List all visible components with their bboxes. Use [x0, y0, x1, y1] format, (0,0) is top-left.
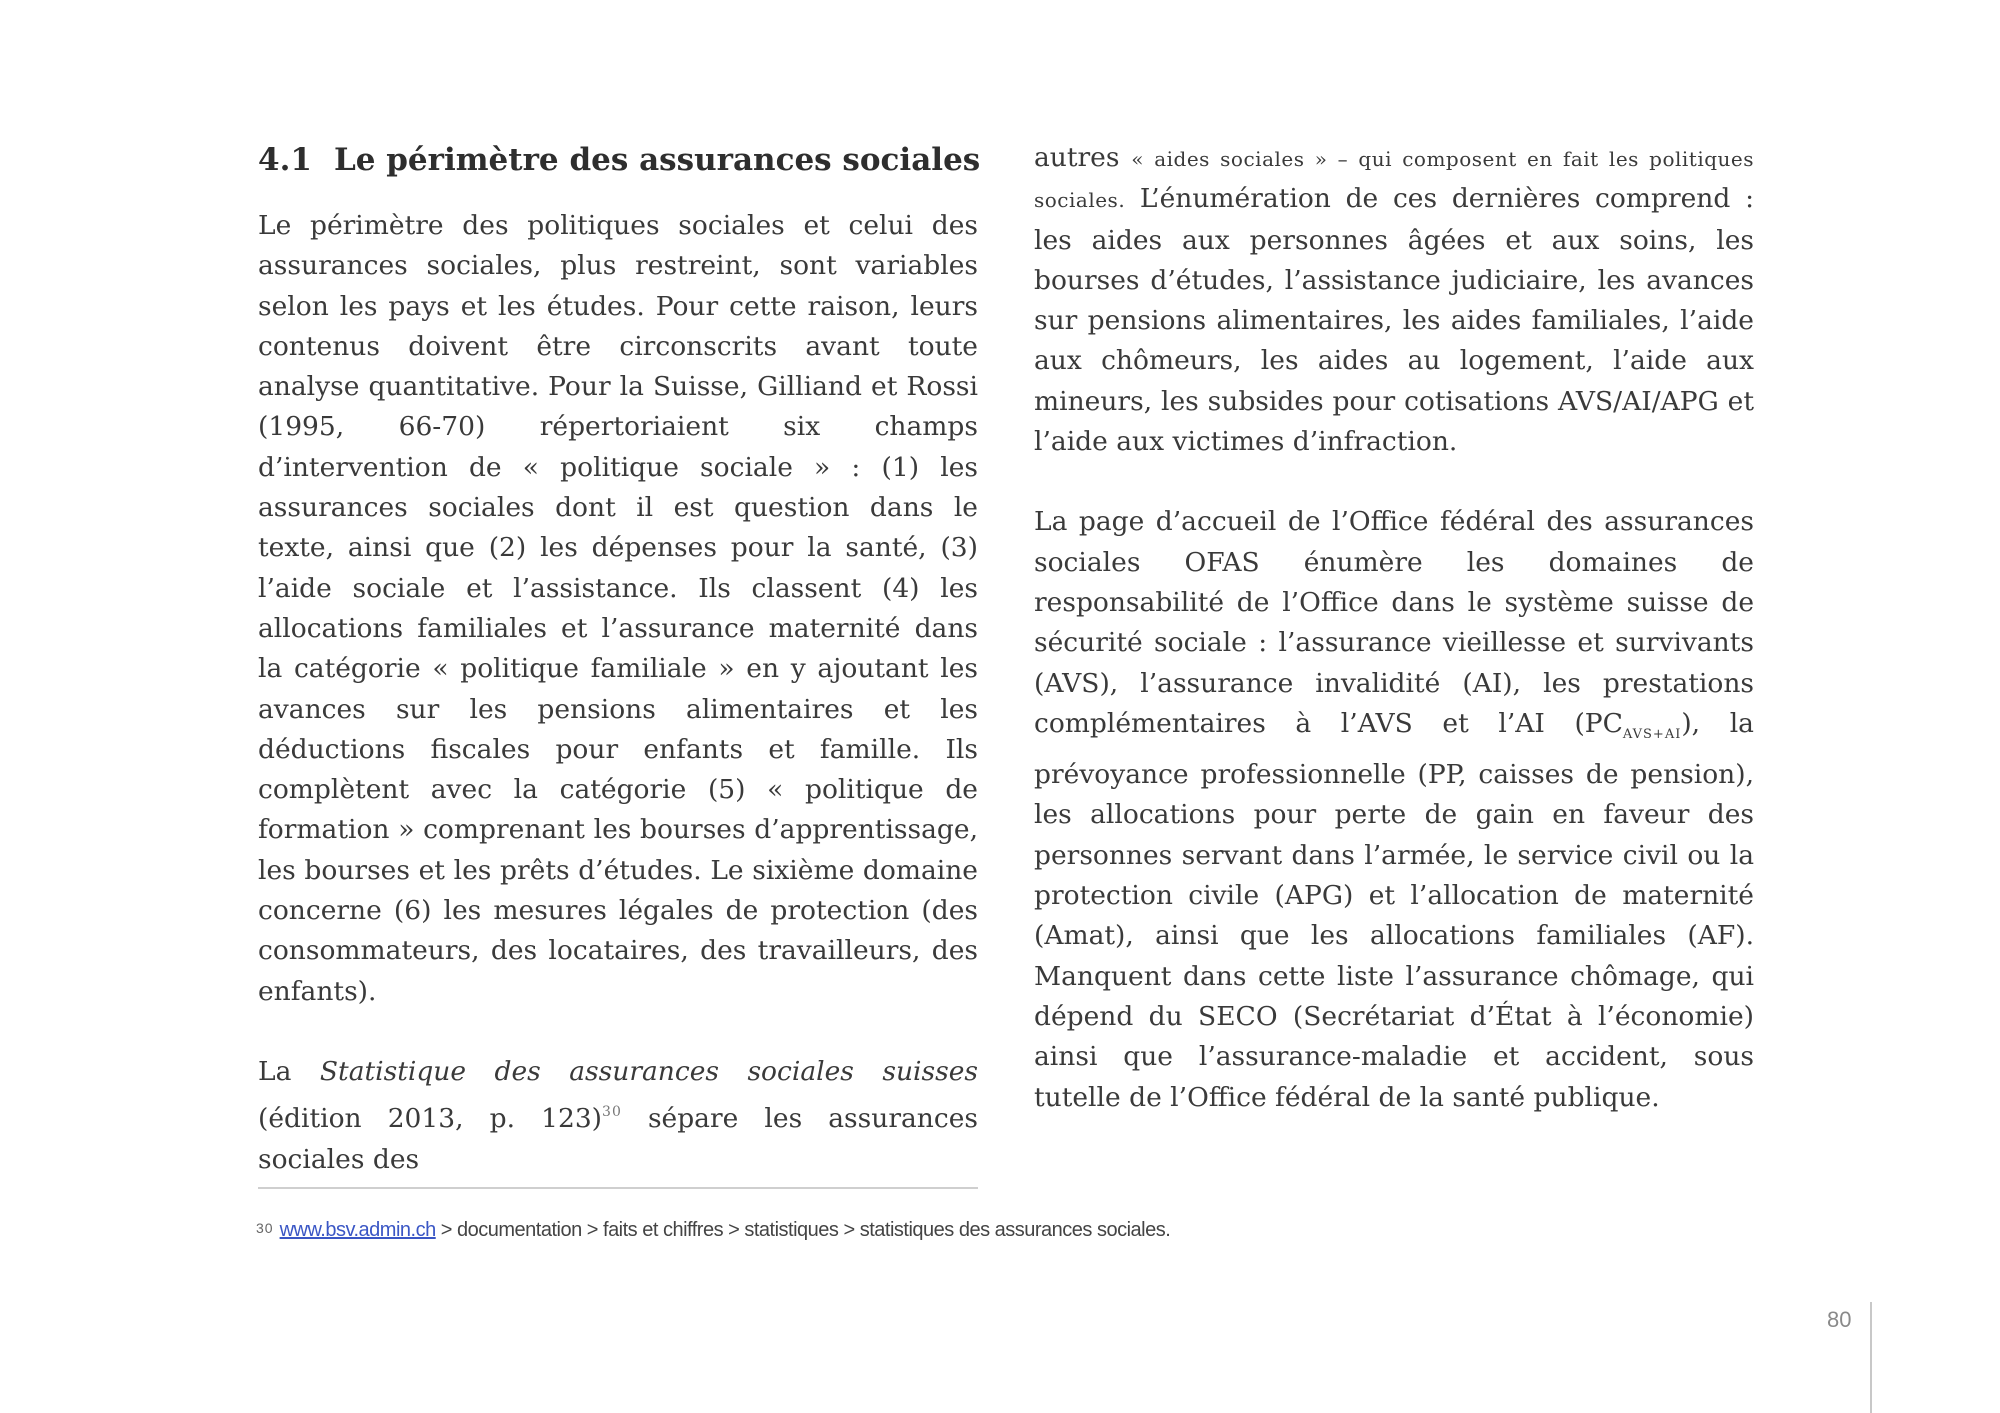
section-number: 4.1 [258, 142, 312, 178]
section-title: Le périmètre des assurances sociales [333, 142, 981, 178]
footnote-reference[interactable]: 30 [602, 1104, 622, 1121]
paragraph-ofas [1034, 502, 1754, 1117]
paragraph-statistique-middle: (édition 2013, p. 123) [258, 1103, 603, 1135]
footnote [256, 1219, 1170, 1242]
paragraph-statistique [258, 1052, 978, 1180]
footnote-divider [258, 1187, 978, 1189]
paragraph-ofas-rest: ), la prévoyance professionnelle (PP, caisses de pension), les allocations pour perte de gain en faveur des personnes servant dans l’armée, le service civil ou la protection civile (APG) et l’allocation de maternité (Amat), ainsi que les allocations familiales (AF). Manquent dans cette liste l’assurance chômage, qui dépend du SECO (Secrétariat d’État à l’économie) ainsi que l’assurance-maladie et accident, sous tutelle de l’Office fédéral de la santé publique. [1034, 707, 1754, 1113]
section-heading [258, 138, 981, 182]
paragraph-aides-start: autres [1034, 142, 1132, 173]
paragraph-perimetre: Le périmètre des politiques sociales et celui des assurances sociales, plus restreint, sont variables selon les pays et les études. Pour cette raison, leurs contenus doivent être circonscrits avant toute analyse quantitative. Pour la Suisse, Gilliand et Rossi (1995, 66-70) répertoriaient six champs d’intervention de « politique sociale » : (1) les assurances sociales dont il est question dans le texte, ainsi que (2) les dépenses pour la santé, (3) l’aide sociale et l’assistance. Ils classent (4) les allocations familiales et l’assurance maternité dans la catégorie « politique familiale » en y ajoutant les avances sur les pensions alimentaires et les déductions fiscales pour enfants et famille. Ils complètent avec la catégorie (5) « politique de formation » comprenant les bourses d’apprentissage, les bourses et les prêts d’études. Le sixième domaine concerne (6) les mesures légales de protection (des consommateurs, des locataires, des travailleurs, des enfants). [258, 210, 978, 1007]
publication-title: Statistique des assurances sociales suisses [319, 1055, 978, 1087]
left-column [258, 138, 981, 1180]
paragraph-aides-sociales [1034, 138, 1754, 462]
page-number: 80 [1827, 1307, 1852, 1332]
right-column [1034, 138, 1754, 1118]
paragraph-aides-quote: « aides sociales » – qui composent en fait les politiques sociales. [1034, 147, 1754, 213]
page-edge-rule [1870, 1302, 1872, 1413]
subscript-avs-ai: AVS+AI [1622, 726, 1682, 742]
footnote-number: 30 [256, 1220, 274, 1236]
paragraph-aides-rest: L’énumération de ces dernières comprend : les aides aux personnes âgées et aux soins, les bourses d’études, l’assistance judiciaire, les avances sur pensions alimentaires, les aides familiales, l’aide aux chômeurs, les aides au logement, l’aide aux mineurs, les subsides pour cotisations AVS/AI/APG et l’aide aux victimes d’infraction. [1034, 183, 1754, 458]
footnote-link[interactable]: www.bsv.admin.ch [279, 1219, 436, 1241]
paragraph-ofas-start: La page d’accueil de l’Office fédéral des assurances sociales OFAS énumère les domaines de responsabilité de l’Office dans le système suisse de sécurité sociale : l’assurance vieillesse et survivants (AVS), l’assurance invalidité (AI), les prestations complémentaires à l’AVS et l’AI (PC [1034, 506, 1754, 739]
paragraph-statistique-suffix: sépare les assurances sociales des [258, 1103, 978, 1175]
footnote-text: > documentation > faits et chiffres > statistiques > statistiques des assurances sociales. [435, 1219, 1171, 1241]
paragraph-statistique-prefix: La [258, 1055, 320, 1087]
